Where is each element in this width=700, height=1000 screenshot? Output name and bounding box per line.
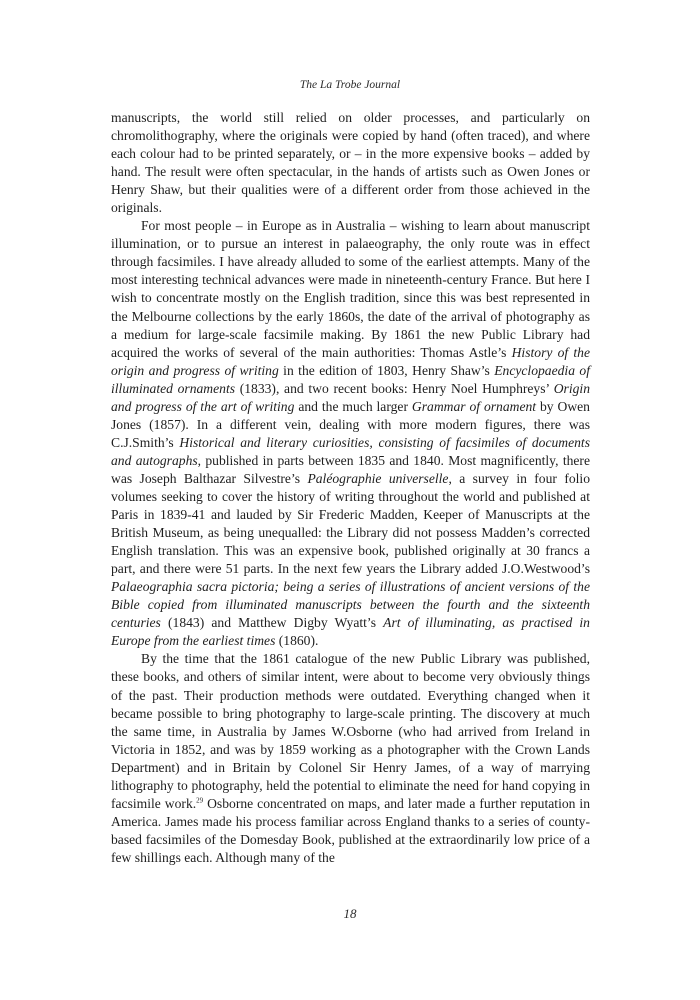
italic-title: Encyclopaedia of illuminated ornaments [111,362,591,396]
page-number: 18 [343,906,357,921]
text-run: For most people – in Europe as in Australia – wishing to learn about manuscript illumination, or to pursue an interest in palaeography, the only route was in effect through facsimiles. I have already alluded to some of the earliest attempts. Many of the most interesting technical advances were made in nineteenth-century France. But here I wish to concentrate mostly on the English tradition, since this was best represented in the Melbourne collections by the early 1860s, the date of the arrival of photography as a medium for large-scale facsimile making. By 1861 the new Public Library had acquired the works of several of the main authorities: Thomas Astle’s [111,218,590,360]
italic-title: Origin and progress of the art of writing [111,380,590,414]
text-run: By the time that the 1861 catalogue of the new Public Library was published, these books, and others of similar intent, were about to become very obviously things of the past. Their production methods were outdated. Everything changed when it became possible to bring photography to large-scale printing. The discovery at much the same time, in Australia by James W.Osborne (who had arrived from Ireland in Victoria in 1852, and was by 1859 working as a photographer with the Crown Lands Department) and in Britain by Colonel Sir Henry James, of a way of marrying lithography to photography, held the potential to eliminate the need for hand copying in facsimile work. [111,651,590,811]
text-run: (1860). [275,633,319,649]
italic-title: History of the origin and progress of writing [111,344,590,378]
footnote-ref: 29 [196,796,204,805]
text-run: manuscripts, the world still relied on older processes, and particularly on chromolithography, where the originals were copied by hand (often traced), and where each colour had to be printed separately, or – in the more expensive books – added by hand. The result were often spectacular, in the hands of artists such as Owen Jones or Henry Shaw, but their qualities were of a different order from those achieved in the originals. [111,110,590,216]
text-run: , published in parts between 1835 and 1840. Most magnificently, there was Joseph Balthazar Silvestre’s [111,452,590,486]
text-run: and the much larger [294,398,412,414]
italic-title: Grammar of ornament [411,398,537,414]
italic-title: Palaeographia sacra pictoria; being a series of illustrations of ancient versions of the Bible copied from illuminated manuscripts between the fourth and the sixteenth centuries [111,579,590,631]
text-run: in the edition of 1803, Henry Shaw’s [278,362,495,378]
text-run: , a survey in four folio volumes seeking to cover the history of writing throughout the world and published at Paris in 1839-41 and lauded by Sir Frederic Madden, Keeper of Manuscripts at the British Museum, as being unequalled: the Library did not possess Madden’s corrected English translation. This was an expensive book, published originally at 30 francs a part, and there were 51 parts. In the next few years the Library added J.O.Westwood’s [111,470,590,577]
italic-title: Historical and literary curiosities, consisting of facsimiles of documents and autographs [111,434,590,468]
text-run: Osborne concentrated on maps, and later made a further reputation in America. James made his process familiar across England thanks to a series of county-based facsimiles of the Domesday Book, published at the extraordinarily low price of a few shillings each. Although many of the [111,795,590,865]
paragraph-2 [111,217,590,650]
running-head: The La Trobe Journal [299,79,401,91]
paragraph-1 [111,109,590,217]
italic-title: Paléographie universelle [307,470,449,486]
text-run: (1833), and two recent books: Henry Noel Humphreys’ [235,380,554,396]
text-run: by Owen Jones (1857). In a different vein, dealing with more modern figures, there was C.J.Smith’s [111,398,590,450]
italic-title: Art of illuminating, as practised in Europe from the earliest times [111,615,590,649]
body-text [111,109,590,867]
paragraph-3 [111,650,590,867]
text-run: (1843) and Matthew Digby Wyatt’s [160,615,384,631]
